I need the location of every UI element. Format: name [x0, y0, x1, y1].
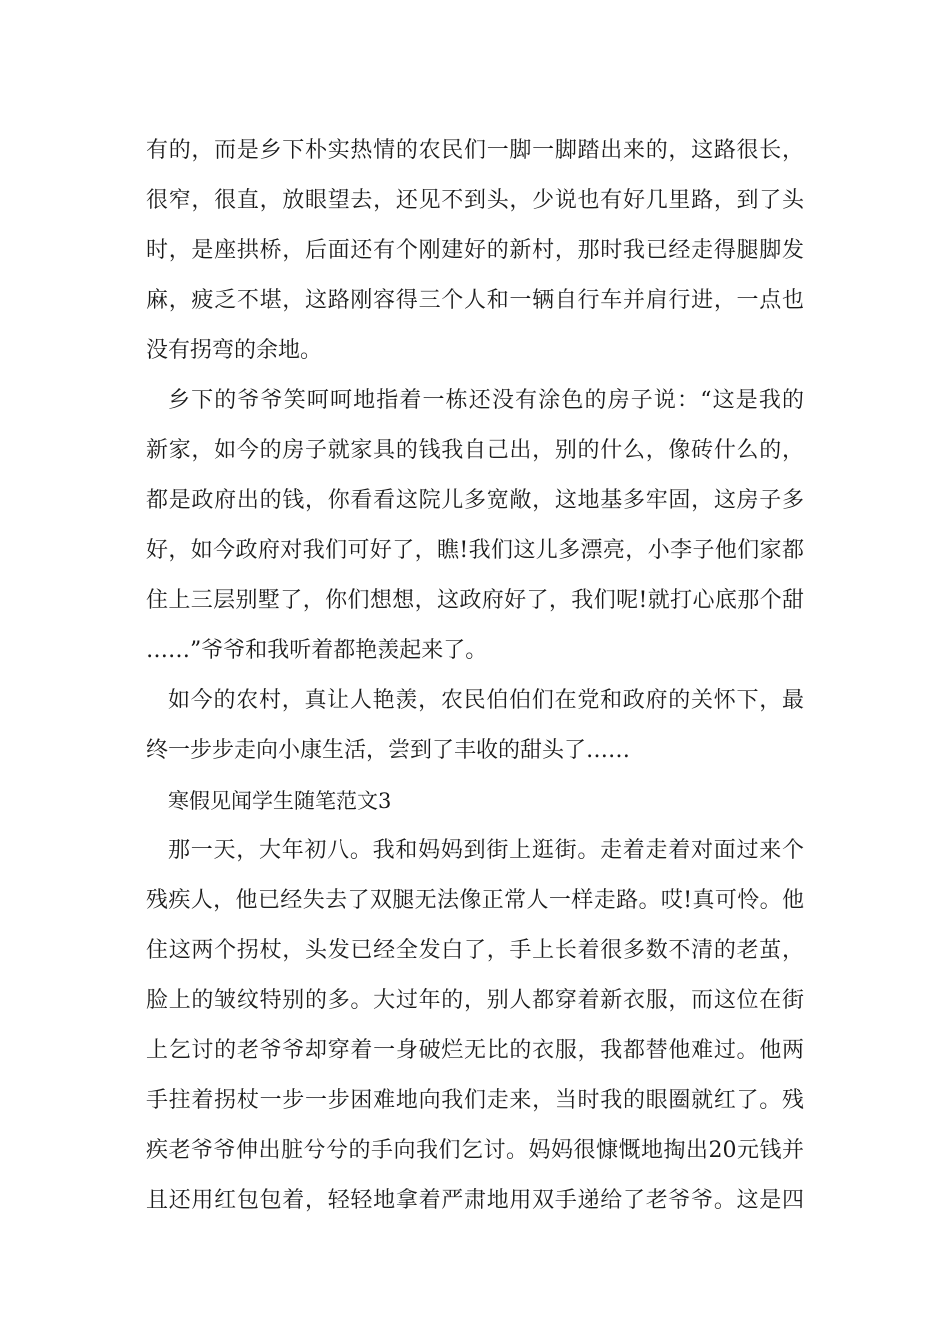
text-line: 且还用红包包着，轻轻地拿着严肃地用双手递给了老爷爷。这是四 [146, 1188, 804, 1213]
section-heading: 寒假见闻学生随笔范文3 [168, 789, 392, 813]
text-line: 没有拐弯的余地。 [146, 338, 323, 363]
text-line: 如今的农村，真让人艳羡，农民伯伯们在党和政府的关怀下，最 [168, 688, 804, 713]
text-line: 手拄着拐杖一步一步困难地向我们走来，当时我的眼圈就红了。残 [146, 1088, 804, 1113]
text-line: 终一步步走向小康生活，尝到了丰收的甜头了…… [146, 738, 631, 763]
text-line: 麻，疲乏不堪，这路刚容得三个人和一辆自行车并肩行进，一点也 [146, 288, 804, 313]
text-line: ……”爷爷和我听着都艳羡起来了。 [146, 638, 488, 663]
text-line: 乡下的爷爷笑呵呵地指着一栋还没有涂色的房子说：“这是我的 [168, 388, 804, 413]
text-line: 住上三层别墅了，你们想想，这政府好了，我们呢!就打心底那个甜 [146, 588, 804, 613]
text-line: 很窄，很直，放眼望去，还见不到头，少说也有好几里路，到了头 [146, 188, 804, 213]
text-line: 时，是座拱桥，后面还有个刚建好的新村，那时我已经走得腿脚发 [146, 238, 804, 263]
text-line: 有的，而是乡下朴实热情的农民们一脚一脚踏出来的，这路很长， [146, 138, 804, 163]
text-line: 残疾人，他已经失去了双腿无法像正常人一样走路。哎!真可怜。他 [146, 888, 804, 913]
text-line: 脸上的皱纹特别的多。大过年的，别人都穿着新衣服，而这位在街 [146, 988, 804, 1013]
text-line: 那一天，大年初八。我和妈妈到街上逛街。走着走着对面过来个 [168, 838, 804, 863]
text-line: 好，如今政府对我们可好了，瞧!我们这儿多漂亮，小李子他们家都 [146, 538, 804, 563]
text-line: 新家，如今的房子就家具的钱我自己出，别的什么，像砖什么的， [146, 438, 804, 463]
text-line: 上乞讨的老爷爷却穿着一身破烂无比的衣服，我都替他难过。他两 [146, 1038, 804, 1063]
text-line: 疾老爷爷伸出脏兮兮的手向我们乞讨。妈妈很慷慨地掏出20元钱并 [146, 1138, 804, 1163]
text-line: 都是政府出的钱，你看看这院儿多宽敞，这地基多牢固，这房子多 [146, 488, 804, 513]
text-line: 住这两个拐杖，头发已经全发白了，手上长着很多数不清的老茧， [146, 938, 804, 963]
